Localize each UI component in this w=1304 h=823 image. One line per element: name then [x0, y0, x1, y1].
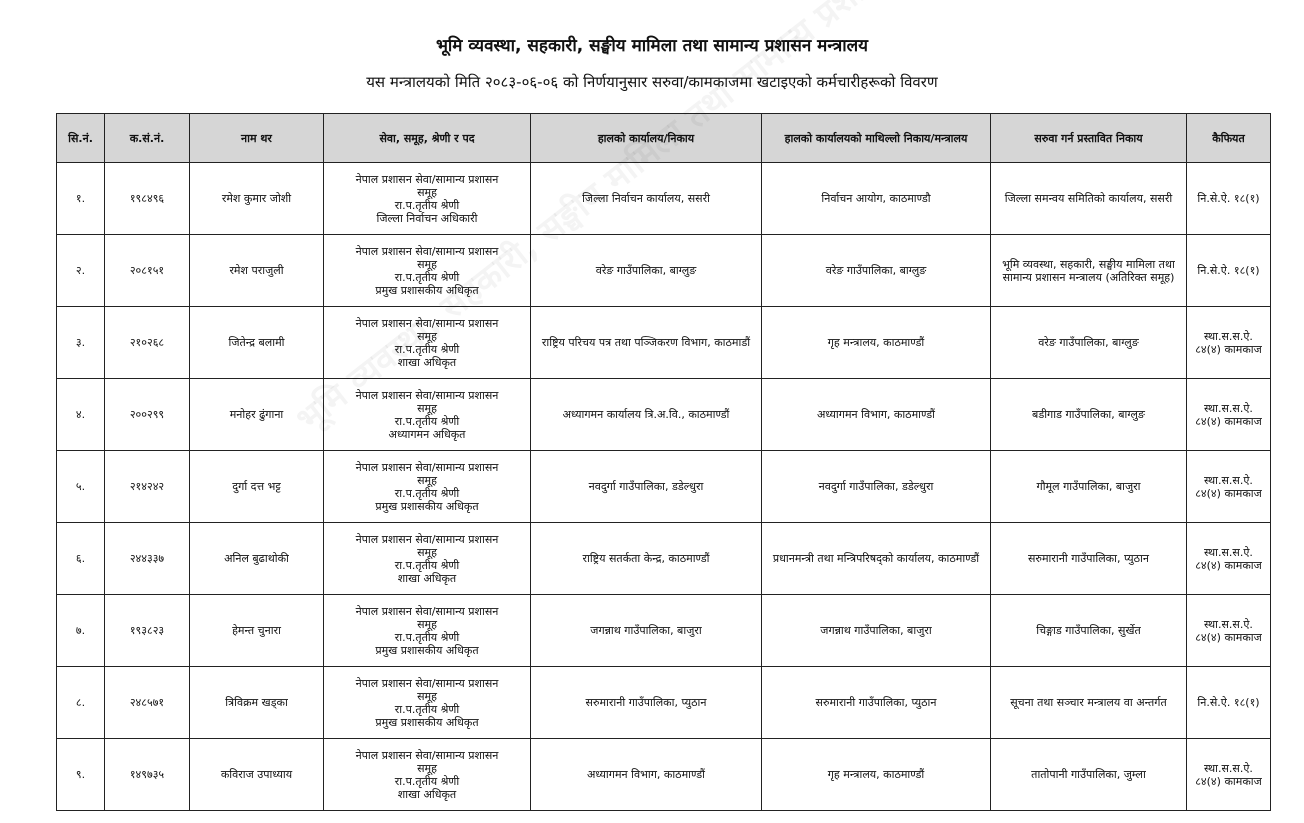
- remarks-cell: नि.से.ऐ. १८(१): [1187, 163, 1271, 235]
- post-line: शाखा अधिकृत: [397, 571, 457, 585]
- code-cell: २००२९९: [105, 379, 190, 451]
- post-cell: [324, 163, 531, 235]
- post-cell: [324, 235, 531, 307]
- remarks-cell: स्था.स.स.ऐ. ८४(४) कामकाज: [1187, 739, 1271, 811]
- post-line: रा.प.तृतीय श्रेणी: [394, 414, 460, 428]
- name-cell: रमेश पराजुली: [190, 235, 324, 307]
- table-row: [57, 451, 1271, 523]
- current-office-cell: वरेङ गाउँपालिका, बाग्लुङ: [531, 235, 762, 307]
- name-cell: दुर्गा दत्त भट्ट: [190, 451, 324, 523]
- table-row: [57, 379, 1271, 451]
- post-line: समूह: [417, 257, 437, 271]
- document-title: भूमि व्यवस्था, सहकारी, सङ्घीय मामिला तथा सामान्य प्रशासन मन्त्रालय: [435, 36, 869, 56]
- header-remarks: कैफियत: [1187, 114, 1271, 163]
- proposed-office-cell: जिल्ला समन्वय समितिको कार्यालय, ससरी: [991, 163, 1187, 235]
- parent-office-cell: जगन्नाथ गाउँपालिका, बाजुरा: [762, 595, 991, 667]
- table-row: [57, 163, 1271, 235]
- post-cell: [324, 451, 531, 523]
- proposed-office-cell: गौमूल गाउँपालिका, बाजुरा: [991, 451, 1187, 523]
- remarks-cell: स्था.स.स.ऐ. ८४(४) कामकाज: [1187, 451, 1271, 523]
- post-line: समूह: [417, 689, 437, 703]
- name-cell: कविराज उपाध्याय: [190, 739, 324, 811]
- current-office-cell: नवदुर्गा गाउँपालिका, डडेल्धुरा: [531, 451, 762, 523]
- transfer-table: [56, 113, 1271, 811]
- post-line: समूह: [417, 473, 437, 487]
- post-line: नेपाल प्रशासन सेवा/सामान्य प्रशासन: [355, 244, 499, 258]
- post-line: नेपाल प्रशासन सेवा/सामान्य प्रशासन: [355, 316, 499, 330]
- header-code: क.सं.नं.: [105, 114, 190, 163]
- post-line: प्रमुख प्रशासकीय अधिकृत: [375, 499, 479, 513]
- post-line: प्रमुख प्रशासकीय अधिकृत: [375, 715, 479, 729]
- proposed-office-cell: तातोपानी गाउँपालिका, जुम्ला: [991, 739, 1187, 811]
- serial-cell: २.: [57, 235, 105, 307]
- post-cell: [324, 595, 531, 667]
- table-row: [57, 307, 1271, 379]
- proposed-office-cell: सरुमारानी गाउँपालिका, प्युठान: [991, 523, 1187, 595]
- post-line: रा.प.तृतीय श्रेणी: [394, 630, 460, 644]
- table-row: [57, 523, 1271, 595]
- post-line: नेपाल प्रशासन सेवा/सामान्य प्रशासन: [355, 532, 499, 546]
- header-serial: सि.नं.: [57, 114, 105, 163]
- remarks-cell: स्था.स.स.ऐ. ८४(४) कामकाज: [1187, 523, 1271, 595]
- proposed-office-cell: चिङ्गाड गाउँपालिका, सुर्खेत: [991, 595, 1187, 667]
- post-line: रा.प.तृतीय श्रेणी: [394, 486, 460, 500]
- serial-cell: ८.: [57, 667, 105, 739]
- post-line: नेपाल प्रशासन सेवा/सामान्य प्रशासन: [355, 388, 499, 402]
- post-line: नेपाल प्रशासन सेवा/सामान्य प्रशासन: [355, 604, 499, 618]
- post-cell: [324, 523, 531, 595]
- remarks-cell: स्था.स.स.ऐ. ८४(४) कामकाज: [1187, 595, 1271, 667]
- current-office-cell: जिल्ला निर्वाचन कार्यालय, ससरी: [531, 163, 762, 235]
- post-line: रा.प.तृतीय श्रेणी: [394, 774, 460, 788]
- post-line: समूह: [417, 401, 437, 415]
- post-line: रा.प.तृतीय श्रेणी: [394, 558, 460, 572]
- post-line: समूह: [417, 329, 437, 343]
- document-subtitle: यस मन्त्रालयको मिति २०८३-०६-०६ को निर्णयानुसार सरुवा/कामकाजमा खटाइएको कर्मचारीहरूको विवरण: [366, 73, 938, 91]
- proposed-office-cell: भूमि व्यवस्था, सहकारी, सङ्घीय मामिला तथा सामान्य प्रशासन मन्त्रालय (अतिरिक्त समूह): [991, 235, 1187, 307]
- current-office-cell: राष्ट्रिय परिचय पत्र तथा पञ्जिकरण विभाग, काठमाडौं: [531, 307, 762, 379]
- proposed-office-cell: वरेङ गाउँपालिका, बाग्लुङ: [991, 307, 1187, 379]
- remarks-cell: नि.से.ऐ. १८(१): [1187, 667, 1271, 739]
- serial-cell: ९.: [57, 739, 105, 811]
- current-office-cell: अध्यागमन विभाग, काठमाण्डौं: [531, 739, 762, 811]
- code-cell: १९८४९६: [105, 163, 190, 235]
- post-line: समूह: [417, 617, 437, 631]
- post-line: प्रमुख प्रशासकीय अधिकृत: [375, 643, 479, 657]
- parent-office-cell: सरुमारानी गाउँपालिका, प्युठान: [762, 667, 991, 739]
- remarks-cell: स्था.स.स.ऐ. ८४(४) कामकाज: [1187, 379, 1271, 451]
- post-line: अध्यागमन अधिकृत: [388, 427, 466, 441]
- header-proposed-office: सरुवा गर्न प्रस्तावित निकाय: [991, 114, 1187, 163]
- post-line: प्रमुख प्रशासकीय अधिकृत: [375, 283, 479, 297]
- code-cell: १४९७३५: [105, 739, 190, 811]
- parent-office-cell: अध्यागमन विभाग, काठमाण्डौं: [762, 379, 991, 451]
- remarks-cell: नि.से.ऐ. १८(१): [1187, 235, 1271, 307]
- remarks-cell: स्था.स.स.ऐ. ८४(४) कामकाज: [1187, 307, 1271, 379]
- code-cell: २४४३३७: [105, 523, 190, 595]
- code-cell: २१४२४२: [105, 451, 190, 523]
- post-line: रा.प.तृतीय श्रेणी: [394, 342, 460, 356]
- post-line: नेपाल प्रशासन सेवा/सामान्य प्रशासन: [355, 172, 499, 186]
- table-row: [57, 235, 1271, 307]
- parent-office-cell: नवदुर्गा गाउँपालिका, डडेल्धुरा: [762, 451, 991, 523]
- serial-cell: ३.: [57, 307, 105, 379]
- code-cell: २१०२६८: [105, 307, 190, 379]
- table-body: [57, 163, 1271, 811]
- post-line: समूह: [417, 761, 437, 775]
- post-line: रा.प.तृतीय श्रेणी: [394, 702, 460, 716]
- table-row: [57, 739, 1271, 811]
- current-office-cell: अध्यागमन कार्यालय त्रि.अ.वि., काठमाण्डौं: [531, 379, 762, 451]
- parent-office-cell: गृह मन्त्रालय, काठमाण्डौं: [762, 739, 991, 811]
- code-cell: २४८५७१: [105, 667, 190, 739]
- post-line: नेपाल प्रशासन सेवा/सामान्य प्रशासन: [355, 748, 499, 762]
- name-cell: हेमन्त चुनारा: [190, 595, 324, 667]
- header-current-office: हालको कार्यालय/निकाय: [531, 114, 762, 163]
- post-line: नेपाल प्रशासन सेवा/सामान्य प्रशासन: [355, 676, 499, 690]
- post-line: नेपाल प्रशासन सेवा/सामान्य प्रशासन: [355, 460, 499, 474]
- table-header-row: [57, 114, 1271, 163]
- proposed-office-cell: सूचना तथा सञ्चार मन्त्रालय वा अन्तर्गत: [991, 667, 1187, 739]
- post-cell: [324, 667, 531, 739]
- post-cell: [324, 739, 531, 811]
- name-cell: अनिल बुढाथोकी: [190, 523, 324, 595]
- post-line: रा.प.तृतीय श्रेणी: [394, 270, 460, 284]
- post-line: समूह: [417, 185, 437, 199]
- post-line: शाखा अधिकृत: [397, 355, 457, 369]
- name-cell: मनोहर ढुंगाना: [190, 379, 324, 451]
- code-cell: १९३८२३: [105, 595, 190, 667]
- code-cell: २०८१५१: [105, 235, 190, 307]
- serial-cell: ४.: [57, 379, 105, 451]
- post-line: शाखा अधिकृत: [397, 787, 457, 801]
- table-row: [57, 595, 1271, 667]
- current-office-cell: जगन्नाथ गाउँपालिका, बाजुरा: [531, 595, 762, 667]
- name-cell: त्रिविक्रम खड्का: [190, 667, 324, 739]
- proposed-office-cell: बडीगाड गाउँपालिका, बाग्लुङ: [991, 379, 1187, 451]
- parent-office-cell: निर्वाचन आयोग, काठमाण्डौ: [762, 163, 991, 235]
- post-cell: [324, 379, 531, 451]
- post-line: रा.प.तृतीय श्रेणी: [394, 198, 460, 212]
- post-line: जिल्ला निर्वाचन अधिकारी: [376, 211, 478, 225]
- serial-cell: ७.: [57, 595, 105, 667]
- header-parent-office: हालको कार्यालयको माथिल्लो निकाय/मन्त्रालय: [762, 114, 991, 163]
- parent-office-cell: वरेङ गाउँपालिका, बाग्लुङ: [762, 235, 991, 307]
- serial-cell: ६.: [57, 523, 105, 595]
- parent-office-cell: गृह मन्त्रालय, काठमाण्डौं: [762, 307, 991, 379]
- post-line: समूह: [417, 545, 437, 559]
- header-post: सेवा, समूह, श्रेणी र पद: [324, 114, 531, 163]
- serial-cell: ५.: [57, 451, 105, 523]
- table-row: [57, 667, 1271, 739]
- serial-cell: १.: [57, 163, 105, 235]
- name-cell: रमेश कुमार जोशी: [190, 163, 324, 235]
- current-office-cell: सरुमारानी गाउँपालिका, प्युठान: [531, 667, 762, 739]
- parent-office-cell: प्रधानमन्त्री तथा मन्त्रिपरिषद्को कार्यालय, काठमाण्डौं: [762, 523, 991, 595]
- header-name: नाम थर: [190, 114, 324, 163]
- name-cell: जितेन्द्र बलामी: [190, 307, 324, 379]
- current-office-cell: राष्ट्रिय सतर्कता केन्द्र, काठमाण्डौं: [531, 523, 762, 595]
- post-cell: [324, 307, 531, 379]
